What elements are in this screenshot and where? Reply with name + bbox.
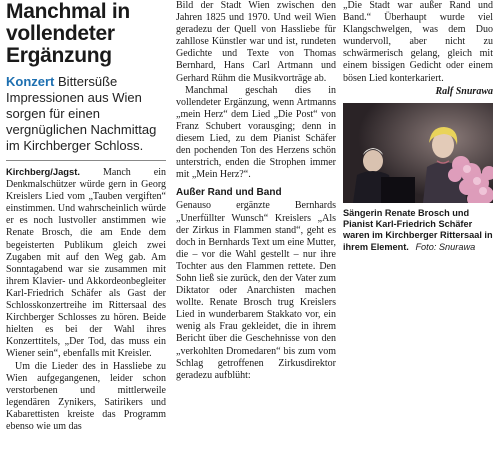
article-headline: Manchmal in vollendeter Ergänzung	[6, 0, 130, 67]
dateline: Kirchberg/Jagst.	[6, 166, 80, 177]
article-deck	[6, 74, 166, 154]
column-3	[343, 0, 493, 450]
concert-photo	[343, 103, 493, 203]
body-paragraph-6: „Die Stadt war außer Rand und Band.“ Überhaupt wurde viel Klangschwelgen, was dem Duo wundervoll, aber nicht zu schwärmerisch gelang, gleich mit einem bissigen Gedicht oder einem bösen Lied konterkariert.	[343, 0, 493, 84]
column-1	[6, 0, 166, 450]
body-text-1: Manch ein Denkmalschützer würde gern in Georg Kreislers Lied vom „Tauben vergiften“ einstimmen. Und wahrscheinlich würde er es noch lustvoller anstimmen wie Renate Brosch, die am Ende dem begeisterten Publikum gleich zwei Zugaben mit auf den Weg gab. Am Sonntagabend war sie zusammen mit ihrem Klavier- und Akkordeonbegleiter Karl-Friedrich Schäfer als Gast der Schlosskonzertreihe im Rittersaal des Kirchberger Schlosses zu hören. Beide hielten es bei der Wahl ihres Konzerttitels, „Der Tod, das muss ein Wiener sein“, ebenfalls mit Kreisler.	[6, 167, 166, 360]
photo-illustration	[343, 103, 493, 203]
body-paragraph-4: Manchmal geschah dies in vollendeter Ergänzung, wenn Artmanns „mein Herz“ dem Lied „Die Post“ von Franz Schubert vorausging; denn in diesem Lied, zu dem Pianist Schäfer den pochenden Ton des Herzens schön unterstrich, enden die Strophen immer mit „Mein Herz?“.	[176, 84, 336, 181]
photo-credit: Foto: Snurawa	[415, 241, 476, 252]
column-2	[176, 0, 336, 450]
subheading: Außer Rand und Band	[176, 187, 282, 199]
caption-text: Sängerin Renate Brosch und Pianist Karl-Friedrich Schäfer waren im Kirchberger Rittersaal in ihrem Element.	[343, 207, 493, 252]
deck-text: Bittersüße Impressionen aus Wien sorgen für einen vergnüglichen Nachmittag im Kirchberger Schloss.	[6, 74, 157, 153]
body-paragraph-2: Um die Lieder des in Hassliebe zu Wien aufgegangenen, leider schon verstorbenen und mittlerweile legendären Zynikers, Satirikers und Kabarettisten kreiste das Programm ebenso wie um das	[6, 360, 166, 432]
author-byline: Ralf Snurawa	[435, 85, 493, 97]
kicker-label: Konzert	[6, 74, 55, 89]
body-paragraph-1	[6, 166, 166, 361]
divider	[6, 160, 166, 161]
photo-caption	[343, 208, 493, 253]
body-paragraph-3: Bild der Stadt Wien zwischen den Jahren 1825 und 1970. Und weil Wien geradezu der Quell von Hassliebe für zahllose Künstler war und ist, rundeten Gedichte und Texte von Thomas Bernhard, Hans Carl Artmann und Gerhard Rühm die Musikvorträge ab.	[176, 0, 336, 84]
body-paragraph-5: Genauso ergänzte Bernhards „Unerfüllter Wunsch“ Kreislers „Als der Zirkus in Flammen stand“, geht es doch in Bernhards Text um eine Mutter, die – vor die Wahl gestellt – nur ihre Tochter aus den Flammen rettete. Den Sohn ließ sie zurück, den der Vater zum Diktator oder Anarchisten machen wollte. Renate Brosch trug Kreislers Lied in wunderbarem Stakkato vor, ein wenig als Frau gekleidet, die in ihrem Bericht über die Geschehnisse von den „verkohlten Dromedaren“ bis zum vom Schlag getroffenen Zirkusdirektor geradezu aufblüht:	[176, 200, 336, 381]
